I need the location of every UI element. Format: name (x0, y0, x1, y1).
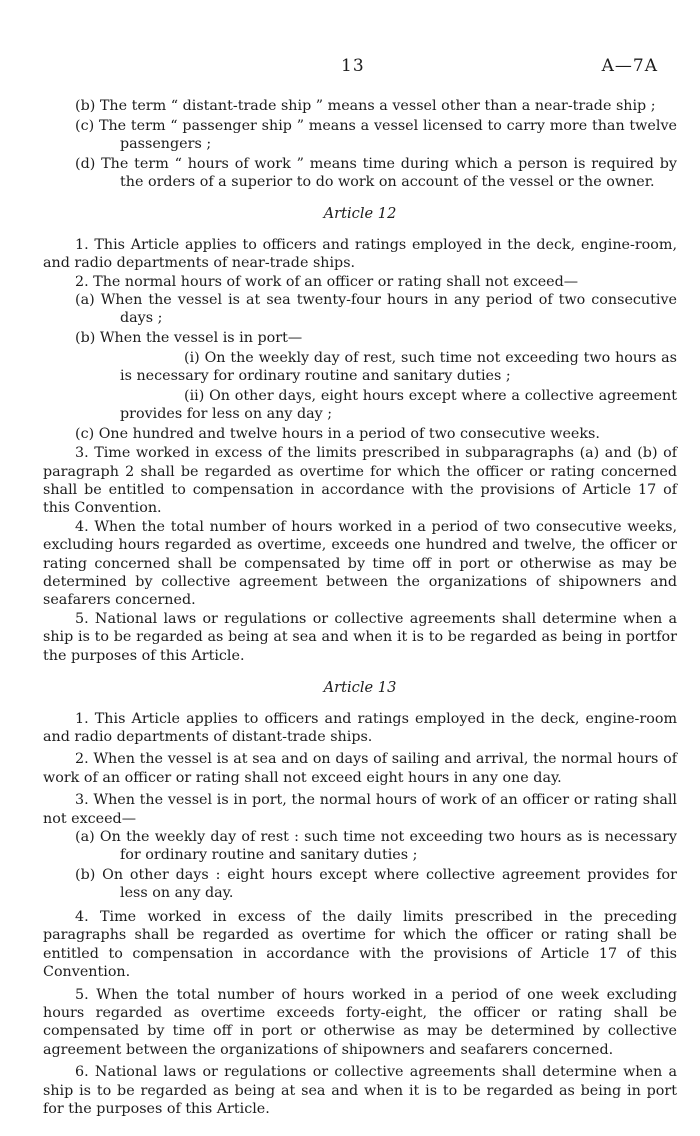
definition-b: (b) The term “ distant-trade ship ” means a vessel other than a near-trade ship ; (75, 98, 656, 114)
article-13-paragraph-1: 1. This Article applies to officers and ratings employed in the deck, engine-room and radio departments of distant-trade ships. (43, 710, 677, 745)
page-number: 13 (341, 56, 365, 76)
article-12-paragraph-2: 2. The normal hours of work of an officer or rating shall not exceed— (75, 273, 579, 290)
article-12-paragraph-5: 5. National laws or regulations or collective agreements shall determine when a ship is to be regarded as being at sea and when it is to be regarded as being in portfor the purposes of this Article. (43, 610, 677, 664)
article-12-paragraph-2a: (a) When the vessel is at sea twenty-four hours in any period of two consecutive days ; (75, 292, 677, 327)
article-13-paragraph-3: 3. When the vessel is in port, the normal hours of work of an officer or rating shall not exceed— (43, 792, 677, 827)
definition-c: (c) The term “ passenger ship ” means a vessel licensed to carry more than twelve passengers ; (75, 117, 677, 152)
page-header (0, 57, 700, 79)
document-reference: A—7A (601, 56, 658, 76)
article-12-paragraph-3: 3. Time worked in excess of the limits prescribed in subparagraphs (a) and (b) of paragraph 2 shall be regarded as overtime for which the officer or rating concerned shall be entitled to compensation in accordance with the provisions of Article 17 of this Convention. (43, 445, 677, 517)
article-13-paragraph-2: 2. When the vessel is at sea and on days of sailing and arrival, the normal hours of work of an officer or rating shall not exceed eight hours in any one day. (43, 751, 677, 786)
article-13-paragraph-6: 6. National laws or regulations or collective agreements shall determine when a ship is to be regarded as being at sea and when it is to be regarded as being in port for the purposes of this Article. (43, 1064, 677, 1117)
article-12-heading: Article 12 (323, 205, 397, 223)
article-13-paragraph-3a: (a) On the weekly day of rest : such time not exceeding two hours as is necessary for ordinary routine and sanitary duties ; (75, 828, 677, 864)
article-13-paragraph-3b: (b) On other days : eight hours except where collective agreement provides for less on any day. (75, 866, 677, 902)
article-12-paragraph-2b: (b) When the vessel is in port— (75, 330, 303, 347)
article-12-paragraph-2b-i: (i) On the weekly day of rest, such time not exceeding two hours as is necessary for ordinary routine and sanitary duties ; (120, 349, 677, 385)
document-body (43, 97, 677, 1118)
article-12-paragraph-2c: (c) One hundred and twelve hours in a period of two consecutive weeks. (75, 425, 600, 442)
article-13-heading: Article 13 (323, 679, 397, 697)
definition-d: (d) The term “ hours of work ” means time during which a person is required by the orders of a superior to do work on account of the vessel or the owner. (75, 155, 677, 190)
article-12-paragraph-1: 1. This Article applies to officers and ratings employed in the deck, engine-room, and radio departments of near-trade ships. (43, 236, 677, 272)
article-12-paragraph-2b-ii: (ii) On other days, eight hours except where a collective agreement provides for less on any day ; (120, 387, 677, 423)
article-12-paragraph-4: 4. When the total number of hours worked in a period of two consecutive weeks, excluding hours regarded as overtime, exceeds one hundred and twelve, the officer or rating concerned shall be compensated by time off in port or otherwise as may be determined by collective agreement between the organizations of shipowners and seafarers concerned. (43, 518, 677, 609)
article-13-paragraph-5: 5. When the total number of hours worked in a period of one week excluding hours regarded as overtime exceeds forty-eight, the officer or rating shall be compensated by time off in port or otherwise as may be determined by collective agreement between the organizations of shipowners and seafarers concerned. (43, 986, 677, 1058)
article-13-paragraph-4: 4. Time worked in excess of the daily limits prescribed in the preceding paragraphs shall be regarded as overtime for which the officer or rating shall be entitled to compensation in accordance with the provisions of Article 17 of this Convention. (43, 908, 677, 981)
